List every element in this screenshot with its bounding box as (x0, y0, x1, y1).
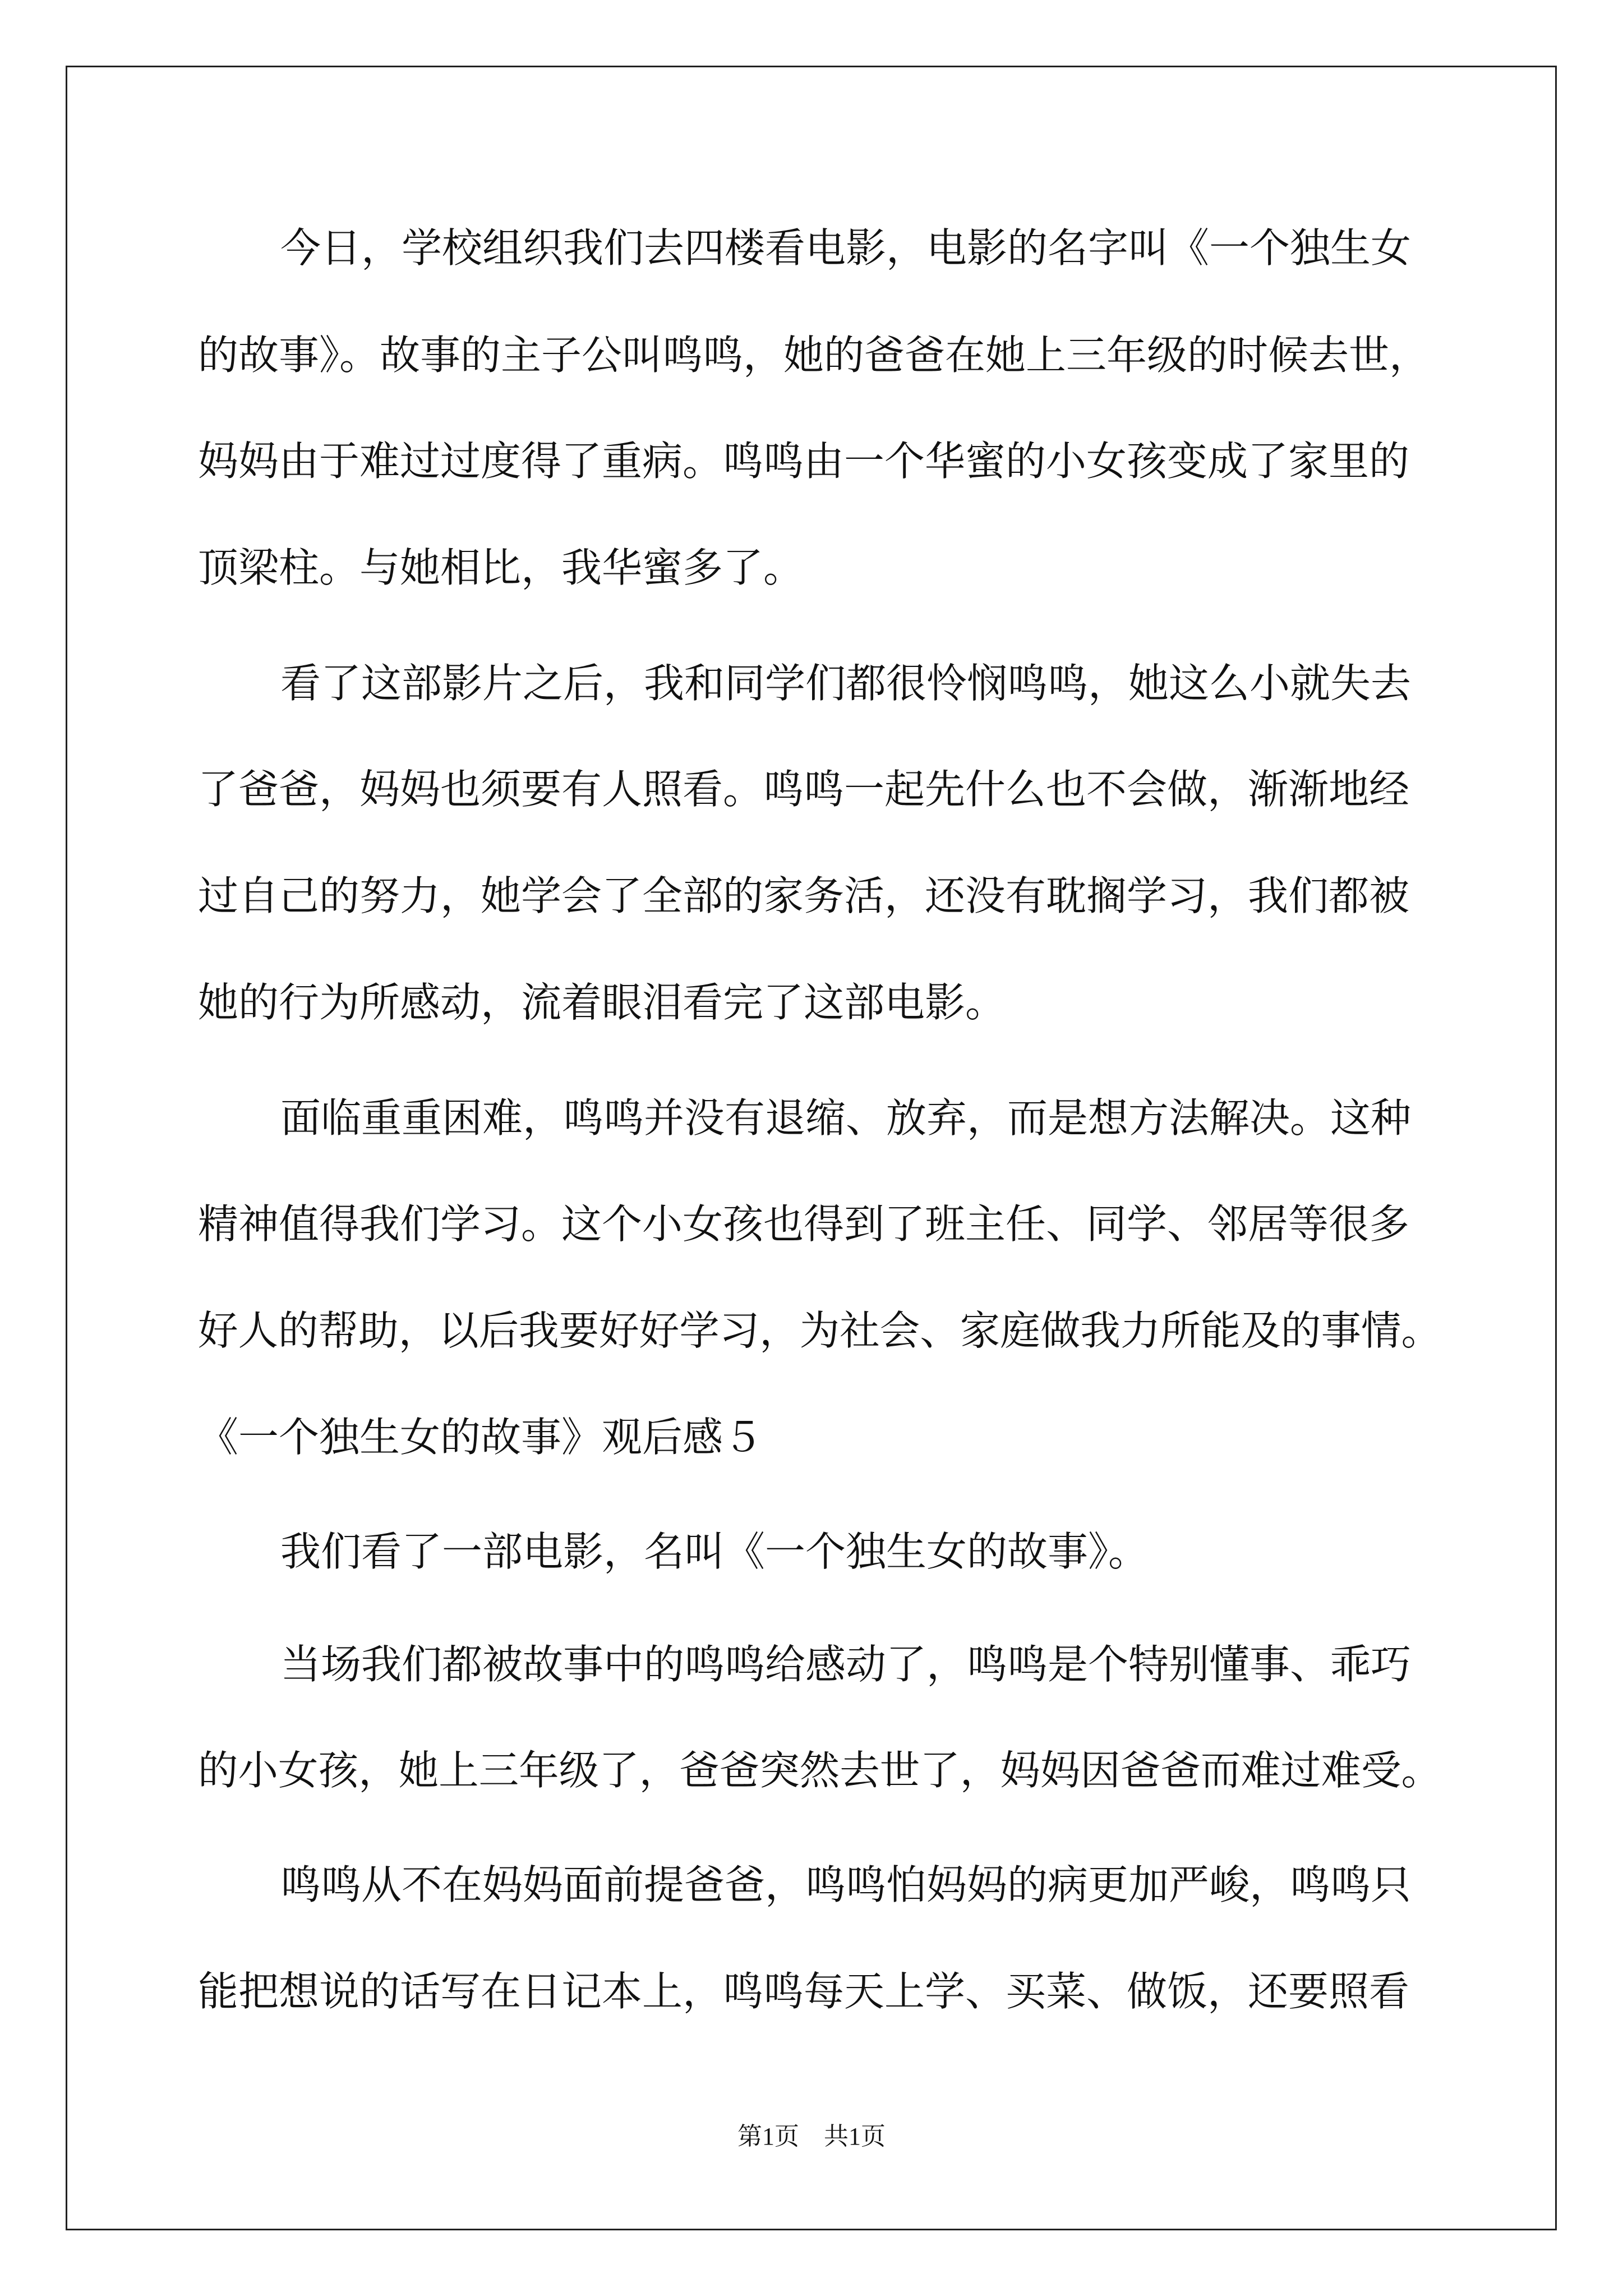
text-line: 精神值得我们学习。这个小女孩也得到了班主任、同学、邻居等很多 (198, 1200, 1410, 1248)
text-line: 好人的帮助，以后我要好好学习，为社会、家庭做我力所能及的事情。 (198, 1307, 1442, 1354)
text-line: 看了这部影片之后，我和同学们都很怜悯鸣鸣，她这么小就失去 (280, 660, 1412, 707)
text-line: 妈妈由于难过过度得了重病。鸣鸣由一个华蜜的小女孩变成了家里的 (198, 438, 1410, 485)
text-line: 我们看了一部电影，名叫《一个独生女的故事》。 (280, 1528, 1149, 1575)
text-line: 的小女孩，她上三年级了，爸爸突然去世了，妈妈因爸爸而难过难受。 (198, 1747, 1442, 1794)
text-line: 的故事》。故事的主子公叫鸣鸣，她的爸爸在她上三年级的时候去世， (198, 332, 1430, 379)
text-line: 当场我们都被故事中的鸣鸣给感动了，鸣鸣是个特别懂事、乖巧 (280, 1641, 1412, 1688)
text-line: 了爸爸，妈妈也须要有人照看。鸣鸣一起先什么也不会做，渐渐地经 (198, 766, 1410, 813)
page-number: 第1页 共1页 (737, 2123, 886, 2150)
text-line: 今日，学校组织我们去四楼看电影，电影的名字叫《一个独生女 (280, 224, 1412, 272)
text-line: 她的行为所感动，流着眼泪看完了这部电影。 (198, 979, 1006, 1026)
text-line: 面临重重困难，鸣鸣并没有退缩、放弃，而是想方法解决。这种 (280, 1094, 1412, 1142)
text-line: 鸣鸣从不在妈妈面前提爸爸，鸣鸣怕妈妈的病更加严峻，鸣鸣只 (280, 1861, 1412, 1908)
text-line: 过自己的努力，她学会了全部的家务活，还没有耽搁学习，我们都被 (198, 872, 1410, 919)
section-heading: 《一个独生女的故事》观后感５ (198, 1414, 764, 1461)
text-line: 顶梁柱。与她相比，我华蜜多了。 (198, 544, 804, 591)
text-line: 能把想说的话写在日记本上，鸣鸣每天上学、买菜、做饭，还要照看 (198, 1968, 1410, 2015)
